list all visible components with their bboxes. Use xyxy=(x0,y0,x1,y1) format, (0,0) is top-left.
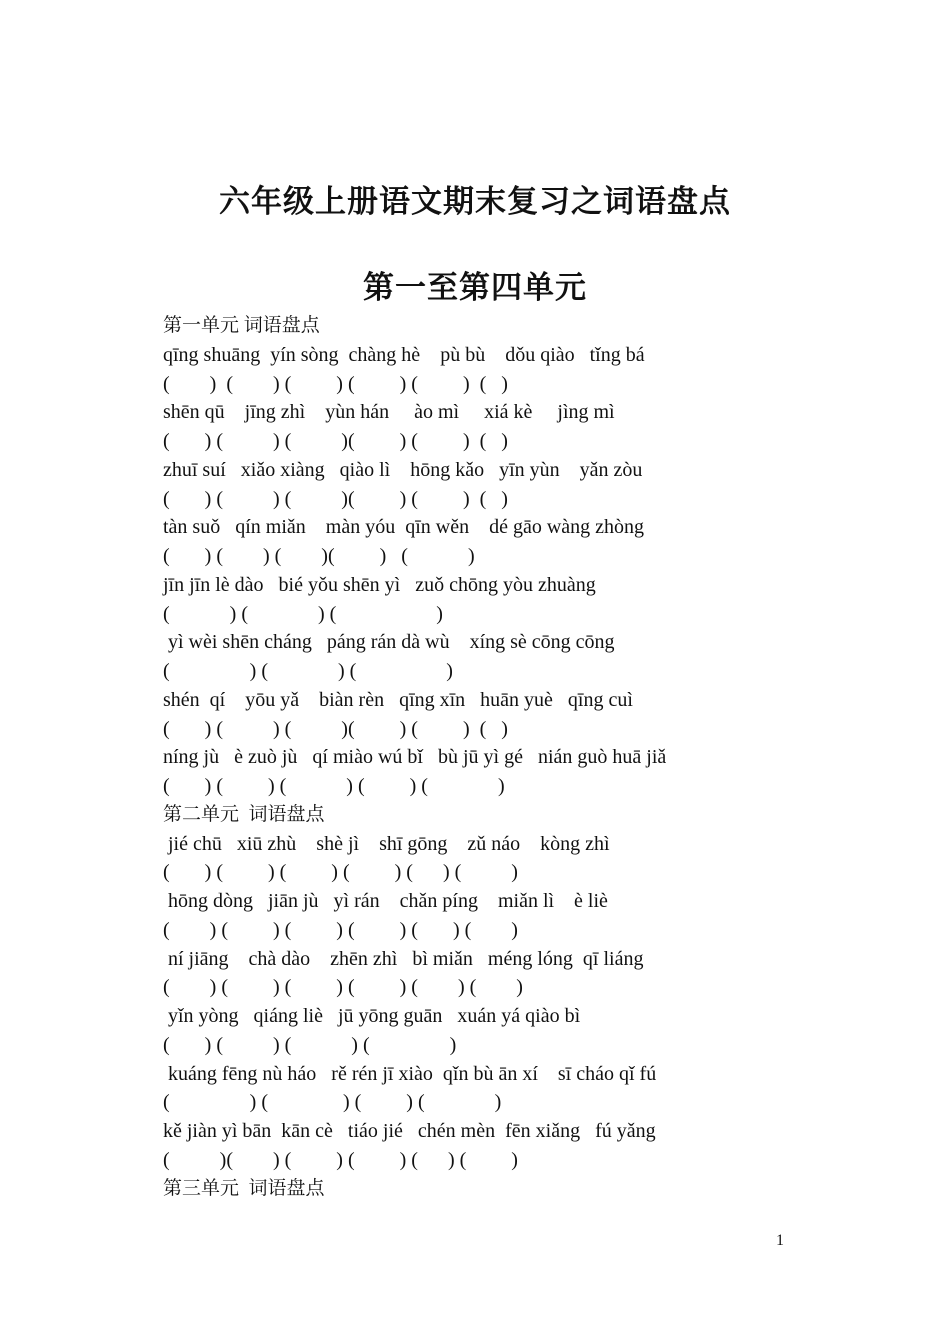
pinyin-line: níng jù è zuò jù qí miào wú bǐ bù jū yì gé nián guò huā jiǎ xyxy=(163,746,667,769)
blank-line: ( ) ( ) ( ) xyxy=(163,660,453,682)
blank-line: ( ) ( ) ( ) ( ) ( ) ( ) xyxy=(163,976,523,999)
blank-line: ( ) ( ) ( ) ( ) ( ) ( ) xyxy=(163,918,518,941)
blank-line: ( ) ( ) ( )( ) ( ) ( ) xyxy=(163,487,508,510)
pinyin-line: jié chū xiū zhù shè jì shī gōng zǔ náo kòng zhì xyxy=(163,832,610,855)
blank-line: ( ) ( ) ( )( ) ( ) ( ) xyxy=(163,717,508,740)
pinyin-line: ní jiāng chà dào zhēn zhì bì miǎn méng lóng qī liáng xyxy=(163,947,644,970)
pinyin-line: hōng dòng jiān jù yì rán chǎn píng miǎn lì è liè xyxy=(163,890,608,912)
blank-line: ( ) ( ) ( )( ) ( ) xyxy=(163,545,475,567)
page-number: 1 xyxy=(776,1232,784,1249)
blank-line: ( ) ( ) ( ) ( ) xyxy=(163,1033,457,1056)
blank-line: ( ) ( ) ( ) ( ) ( ) ( ) xyxy=(163,861,518,884)
blank-line: ( ) ( ) ( ) ( ) ( ) xyxy=(163,775,505,797)
blank-line: ( )( ) ( ) ( ) ( ) ( ) xyxy=(163,1148,518,1171)
pinyin-line: yì wèi shēn cháng páng rán dà wù xíng sè cōng cōng xyxy=(163,631,615,654)
section-heading: 第三单元 词语盘点 xyxy=(163,1177,325,1199)
section-heading: 第一单元 词语盘点 xyxy=(163,315,320,336)
pinyin-line: yǐn yòng qiáng liè jū yōng guān xuán yá qiào bì xyxy=(163,1005,581,1027)
pinyin-line: tàn suǒ qín miǎn màn yóu qīn wěn dé gāo wàng zhòng xyxy=(163,516,645,539)
pinyin-line: shēn qū jīng zhì yùn hán ào mì xiá kè jìng mì xyxy=(163,401,615,424)
pinyin-line: qīng shuāng yín sòng chàng hè pù bù dǒu qiào tǐng bá xyxy=(163,343,645,366)
document-body xyxy=(163,312,863,1203)
pinyin-line: jīn jīn lè dào bié yǒu shēn yì zuǒ chōng yòu zhuàng xyxy=(163,573,596,596)
pinyin-line: zhuī suí xiǎo xiàng qiào lì hōng kǎo yīn yùn yǎn zòu xyxy=(163,458,643,481)
document-title: 六年级上册语文期末复习之词语盘点 xyxy=(219,184,731,219)
section-heading: 第二单元 词语盘点 xyxy=(163,803,325,825)
pinyin-line: shén qí yōu yǎ biàn rèn qīng xīn huān yuè qīng cuì xyxy=(163,688,633,711)
pinyin-line: kuáng fēng nù háo rě rén jī xiào qǐn bù ān xí sī cháo qǐ fú xyxy=(163,1062,657,1085)
blank-line: ( ) ( ) ( ) xyxy=(163,602,443,625)
blank-line: ( ) ( ) ( ) ( ) ( ) ( ) xyxy=(163,372,508,395)
pinyin-line: kě jiàn yì bān kān cè tiáo jié chén mèn fēn xiǎng fú yǎng xyxy=(163,1120,656,1142)
blank-line: ( ) ( ) ( )( ) ( ) ( ) xyxy=(163,430,508,452)
blank-line: ( ) ( ) ( ) ( ) xyxy=(163,1091,502,1114)
document-subtitle: 第一至第四单元 xyxy=(363,270,587,305)
